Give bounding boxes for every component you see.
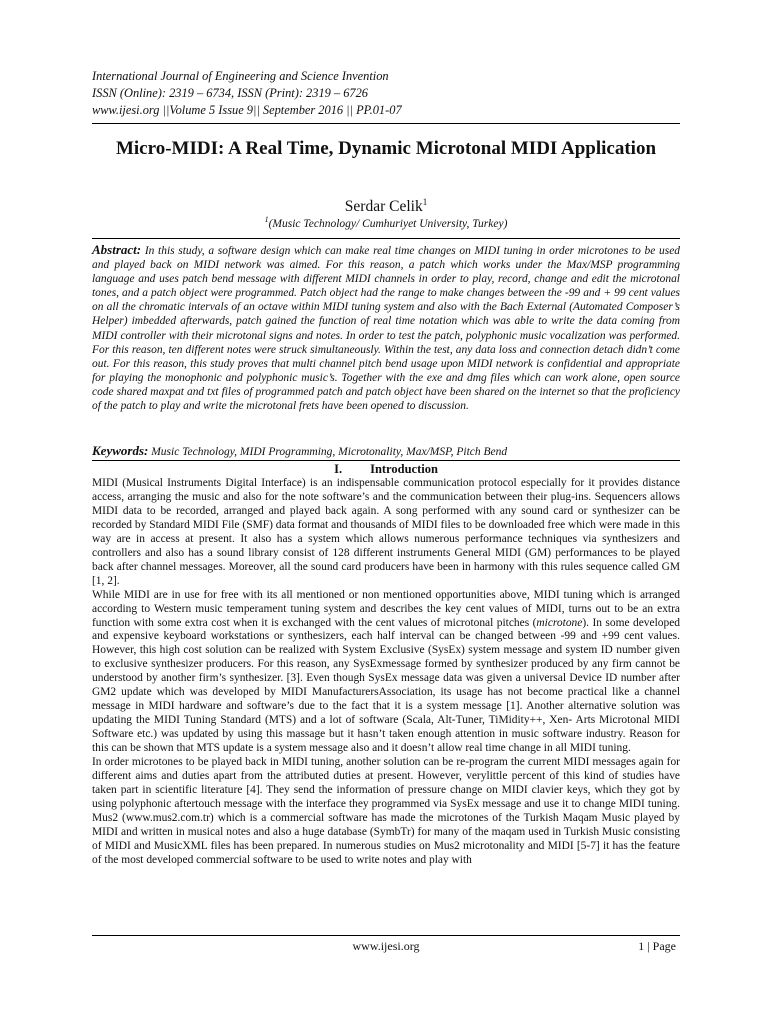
journal-issue: www.ijesi.org ||Volume 5 Issue 9|| September 2016 || PP.01-07 <box>92 103 402 117</box>
paragraph-2-italic: microtone <box>536 616 583 629</box>
keywords-text: Music Technology, MIDI Programming, Microtonality, Max/MSP, Pitch Bend <box>151 446 508 458</box>
footer-url[interactable]: www.ijesi.org <box>352 939 420 953</box>
header-divider <box>92 123 680 124</box>
paragraph-1: MIDI (Musical Instruments Digital Interface) is an indispensable communication protocol especially for it provides distance access, arranging the music and also for the note software’s and the communication between their plug-ins. Sequencers allows MIDI data to be recorded, arranged and played back again. A song performed with any sound card or synthesizer can be recorded by Standard MIDI File (SMF) data format and thousands of MIDI files to be downloaded free which were made in this way are in access at present. It also has a system which allows numerous performance techniques via synthesizers and controllers and also has a sound library consist of 128 different instruments General MIDI (GM) performances to be played back after channel messages. Moreover, all the sound card producers have been in harmony with this rules sequence called GM [1, 2]. <box>92 477 680 587</box>
affiliation-line <box>92 213 680 231</box>
footer-page-number: 1 | Page <box>638 939 676 953</box>
journal-issn: ISSN (Online): 2319 – 6734, ISSN (Print): 2319 – 6726 <box>92 86 369 100</box>
paragraph-3: In order microtones to be played back in MIDI tuning, another solution can be re-program the current MIDI messages again for different aims and duties apart from the attributed duties at present. However, verylittle percent of this kind of studies have taken part in scientific literature [4]. They send the information of pressure change on MIDI clavier keys, which they got by using polyphonic aftertouch message with the interface they programmed via SysEx message and use it to change MIDI tuning. Mus2 (www.mus2.com.tr) which is a commercial software has made the microtones of the Turkish Maqam Music played by MIDI and written in musical notes and also a huge database (SymbTr) for many of the maqam used in Turkish Music consisting of MIDI and MusicXML files has been prepared. In numerous studies on Mus2 microtonality and MIDI [5-7] it has the feature of the most developed commercial software to be used to write notes and play with <box>92 756 680 866</box>
abstract-text: In this study, a software design which can make real time changes on MIDI tuning in order microtones to be used and played back on MIDI network was aimed. For this reason, a patch which works under the Max/MSP programming language and uses patch bend message with different MIDI channels in order to play, record, change and edit the microtonal tones, and a patch object were programmed. Patch object had the range to make changes between the -99 and + 99 cent values on all the chromatic intervals of an octave within MIDI tuning system and also with the Bach External (Automated Composer’s Helper) imbedded afterwards, patch gained the function of real time notation which was able to write the data coming from MIDI controller with their microtonal signs and notes. In order to test the patch, polyphonic music vocalization was performed. For this reason, ten different notes were struck simultaneously. Within the test, any data loss and connection detach didn’t come out. For this reason, this study proves that multi channel pitch bend usage upon MIDI network is confidential and appropriate for playing the monophonic and polyphonic music’s. Together with the exe and dmg files which can work alone, open source code shared maxpat and txt files of programmed patch and patch object have been shared on the internet so that the proficiency of the patch to play and write the microtonal frets have been opened to discussion. <box>92 245 680 413</box>
keywords-label: Keywords: <box>92 443 149 458</box>
paper-title: Micro-MIDI: A Real Time, Dynamic Microtonal MIDI Application <box>115 138 657 159</box>
journal-header <box>92 68 682 119</box>
paragraph-2-part-a: While MIDI are in use for free with its all mentioned or non mentioned opportunities above, MIDI tuning which is arranged according to Western music temperament tuning system and describes the key cent values of MIDI, turns out to be an extra function with some extra cost when it is exchanged with the cent values of microtonal pitches ( <box>92 588 680 629</box>
journal-name: International Journal of Engineering and Science Invention <box>92 69 389 83</box>
footer-divider <box>92 935 680 936</box>
author-superscript: 1 <box>422 197 428 207</box>
abstract-divider <box>92 238 680 239</box>
paragraph-2-part-b: ). In some developed and expensive keyboard workstations or synthesizers, each half interval can be changed between -99 and +99 cent values. However, this high cost solution can be realized with System Exclusive (SysEx) system message and system ID number given to exclusive synthesizer producers. For this reason, any SysExmessage formed by synthesizer produced by any firm cannot be understood by another firm’s synthesizer. [3]. Even though SysEx message data was given a universal Device ID number after GM2 update which was developed by MIDI ManufacturersAssociation, its usage has not become practical like a channel message in MIDI hardware and software’s due to the fact that it is a system message [1]. Another alternative solution was updating the MIDI Tuning Standard (MTS) and a lot of software (Scala, Alt-Tuner, TiMidity++, Xen- Arts Microtonal MIDI Software etc.) was updated by using this massage but it hasn’t taken enough attention in music software industry. Reason for this can be shown that MTS update is a system message also and it doesn’t allow real time change in all MIDI tuning. <box>92 616 680 755</box>
abstract <box>92 243 680 413</box>
body-text <box>92 477 680 868</box>
section-heading <box>92 460 680 477</box>
paragraph-2 <box>92 589 680 756</box>
section-number: I. <box>334 462 343 476</box>
abstract-label: Abstract: <box>92 242 142 257</box>
affiliation: (Music Technology/ Cumhuriyet University, Turkey) <box>268 217 508 230</box>
affiliation-superscript: 1 <box>264 215 269 224</box>
author-name: Serdar Celik <box>344 198 423 216</box>
section-title: Introduction <box>370 462 438 476</box>
keywords <box>92 444 680 459</box>
